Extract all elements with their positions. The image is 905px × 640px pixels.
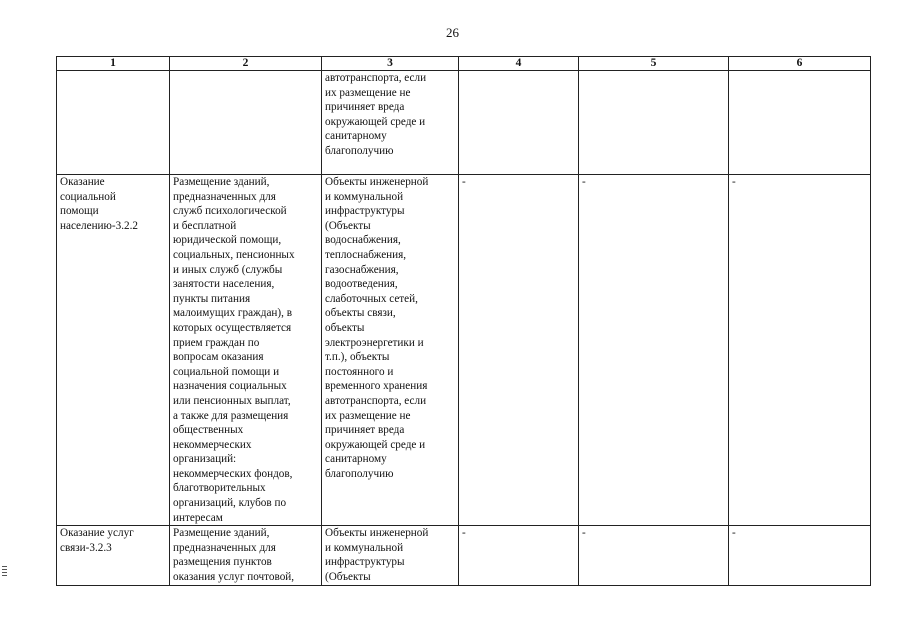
text-line: и коммунальной <box>325 541 404 554</box>
text-line: предназначенных для <box>173 190 276 203</box>
text-line: пункты питания <box>173 292 251 305</box>
text-line: размещения пунктов <box>173 556 272 569</box>
text-line: занятости населения, <box>173 278 275 291</box>
cell-communication-type <box>57 526 170 585</box>
text-line: их размещение не <box>325 409 411 422</box>
cell-communication-objects <box>322 526 459 585</box>
land-use-table <box>56 56 871 586</box>
cell-social-type <box>57 175 170 526</box>
text-line: объекты связи, <box>325 307 396 320</box>
text-line: служб психологической <box>173 205 287 218</box>
cell-social-col5: - <box>579 175 729 526</box>
text-line: некоммерческих фондов, <box>173 467 293 480</box>
text-line: организаций: <box>173 453 237 466</box>
text-line: общественных <box>173 424 244 437</box>
table-row-social-assistance <box>57 175 871 526</box>
text-line: окружающей среде и <box>325 438 426 451</box>
text-line: Объекты инженерной <box>325 176 429 188</box>
text-line: газоснабжения, <box>325 263 399 276</box>
cell-social-objects <box>322 175 459 526</box>
text-line: и бесплатной <box>173 219 237 232</box>
text-line: организаций, клубов по <box>173 497 287 510</box>
text-line: оказания услуг почтовой, <box>173 571 295 584</box>
cell-social-description <box>170 175 322 526</box>
text-line: которых осуществляется <box>173 321 292 334</box>
text-line: т.п.), объекты <box>325 351 390 364</box>
cell-continued-col1 <box>57 71 170 175</box>
text-line: а также для размещения <box>173 409 289 422</box>
text-line: санитарному <box>325 453 387 466</box>
text-line: Размещение зданий, <box>173 176 270 188</box>
cell-continued-col6 <box>729 71 871 175</box>
text-line: инфраструктуры <box>325 205 405 218</box>
text-line: юридической помощи, <box>173 234 282 247</box>
cell-continued-col3 <box>322 71 459 175</box>
cell-communication-description <box>170 526 322 585</box>
text-line: водоснабжения, <box>325 234 401 247</box>
text-line: санитарному <box>325 130 387 143</box>
table-row-continued <box>57 71 871 175</box>
text-line: интересам <box>173 511 223 524</box>
text-line: автотранспорта, если <box>325 72 427 84</box>
text-line: теплоснабжения, <box>325 248 407 261</box>
text-line: их размещение не <box>325 86 411 99</box>
cell-social-col6: - <box>729 175 871 526</box>
header-col-3: 3 <box>322 57 459 71</box>
header-col-5: 5 <box>579 57 729 71</box>
text-line: причиняет вреда <box>325 101 405 114</box>
header-col-1: 1 <box>57 57 170 71</box>
text-line: вопросам оказания <box>173 351 264 364</box>
text-line: назначения социальных <box>173 380 287 393</box>
text-line: благополучию <box>325 144 394 157</box>
text-line: объекты <box>325 321 365 334</box>
text-line: автотранспорта, если <box>325 394 427 407</box>
text-line: Размещение зданий, <box>173 527 270 540</box>
text-line: населению-3.2.2 <box>60 219 139 232</box>
text-line: связи-3.2.3 <box>60 541 112 554</box>
table-header-row <box>57 57 871 71</box>
text-line: и коммунальной <box>325 190 404 203</box>
text-line: Оказание услуг <box>60 527 134 540</box>
text-line: прием граждан по <box>173 336 260 349</box>
text-line: (Объекты <box>325 219 371 232</box>
cell-continued-col4 <box>459 71 579 175</box>
cell-social-col4: - <box>459 175 579 526</box>
text-line: постоянного и <box>325 365 394 378</box>
text-line: социальной <box>60 190 116 203</box>
scan-edge-mark <box>2 566 7 578</box>
text-line: благополучию <box>325 467 394 480</box>
text-line: помощи <box>60 205 99 218</box>
text-line: слаботочных сетей, <box>325 292 418 305</box>
text-line: инфраструктуры <box>325 556 405 569</box>
text-line: электроэнергетики и <box>325 336 424 349</box>
text-line: малоимущих граждан), в <box>173 307 293 320</box>
header-col-2: 2 <box>170 57 322 71</box>
cell-continued-col2 <box>170 71 322 175</box>
text-line: водоотведения, <box>325 278 398 291</box>
cell-communication-col5: - <box>579 526 729 585</box>
text-line: временного хранения <box>325 380 428 393</box>
text-line: (Объекты <box>325 571 371 584</box>
header-col-6: 6 <box>729 57 871 71</box>
text-line: благотворительных <box>173 482 266 495</box>
table-row-communication <box>57 526 871 585</box>
text-line: предназначенных для <box>173 541 276 554</box>
cell-continued-col5 <box>579 71 729 175</box>
text-line: или пенсионных выплат, <box>173 394 291 407</box>
page-number: 26 <box>446 25 459 40</box>
header-col-4: 4 <box>459 57 579 71</box>
cell-communication-col4: - <box>459 526 579 585</box>
text-line: окружающей среде и <box>325 115 426 128</box>
text-line: социальной помощи и <box>173 365 280 378</box>
text-line: Оказание <box>60 176 105 188</box>
text-line: социальных, пенсионных <box>173 248 295 261</box>
cell-communication-col6: - <box>729 526 871 585</box>
text-line: и иных служб (службы <box>173 263 283 276</box>
text-line: Объекты инженерной <box>325 527 429 540</box>
text-line: причиняет вреда <box>325 424 405 437</box>
text-line: некоммерческих <box>173 438 252 451</box>
